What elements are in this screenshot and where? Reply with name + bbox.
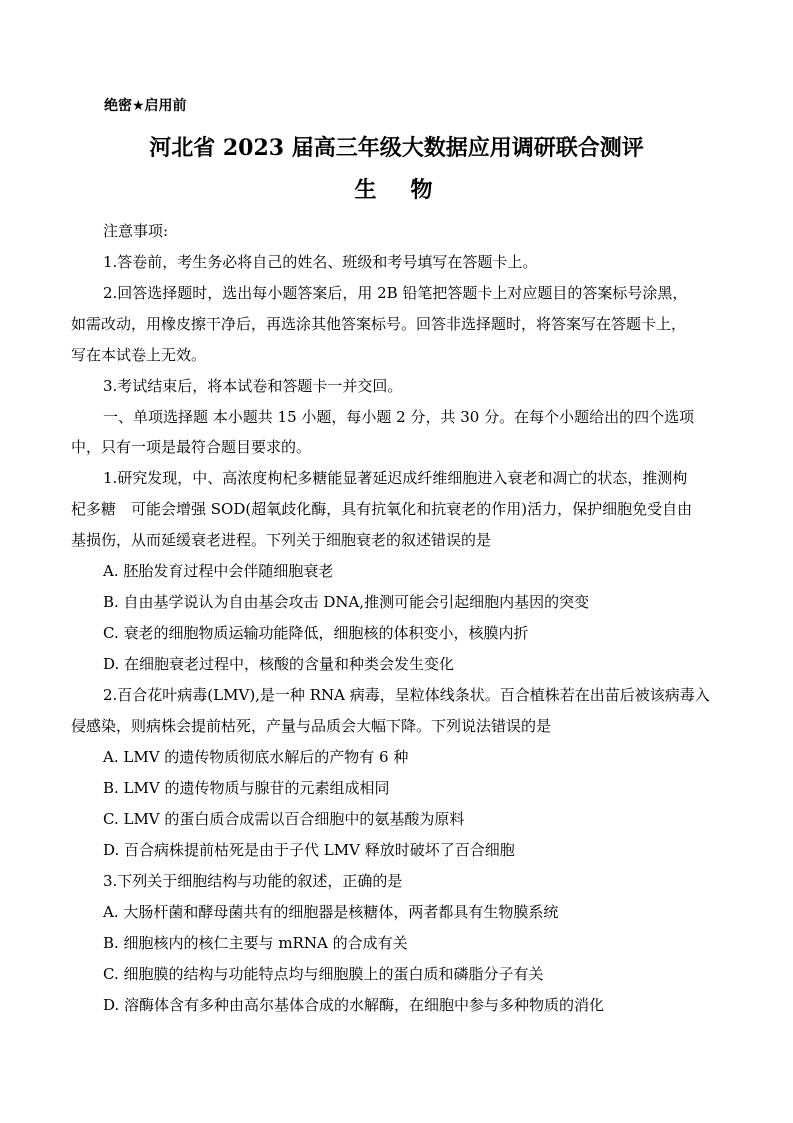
subject-title: 生 物 xyxy=(354,177,439,203)
question-2-line-1: 2.百合花叶病毒(LMV),是一种 RNA 病毒，呈粒体线条状。百合植株若在出苗后被该病毒入 xyxy=(103,686,710,704)
question-1-option-b: B. 自由基学说认为自由基会攻击 DNA,推测可能会引起细胞内基因的突变 xyxy=(103,593,590,611)
section-1-line-1: 一、单项选择题 本小题共 15 小题，每小题 2 分，共 30 分。在每个小题给出的四个选项 xyxy=(103,408,695,426)
question-1-option-c: C. 衰老的细胞物质运输功能降低，细胞核的体积变小，核膜内折 xyxy=(103,624,529,642)
question-2-option-d: D. 百合病株提前枯死是由于子代 LMV 释放时破坏了百合细胞 xyxy=(103,841,515,859)
question-1-line-3: 基损伤，从而延缓衰老进程。下列关于细胞衰老的叙述错误的是 xyxy=(71,531,492,549)
secret-label: 绝密★启用前 xyxy=(104,98,187,114)
section-1-line-2: 中，只有一项是最符合题目要求的。 xyxy=(71,438,312,456)
note-2-line-3: 写在本试卷上无效。 xyxy=(71,346,207,364)
question-3-option-c: C. 细胞膜的结构与功能特点均与细胞膜上的蛋白质和磷脂分子有关 xyxy=(103,965,544,983)
question-2-option-a: A. LMV 的遗传物质彻底水解后的产物有 6 种 xyxy=(103,748,409,766)
question-1-option-d: D. 在细胞衰老过程中，核酸的含量和种类会发生变化 xyxy=(103,655,455,673)
notes-heading: 注意事项: xyxy=(103,222,169,240)
note-2-line-1: 2.回答选择题时，选出每小题答案后，用 2B 铅笔把答题卡上对应题目的答案标号涂黑， xyxy=(103,284,688,302)
question-2-option-c: C. LMV 的蛋白质合成需以百合细胞中的氨基酸为原料 xyxy=(103,810,465,828)
question-3-line-1: 3.下列关于细胞结构与功能的叙述，正确的是 xyxy=(103,872,403,890)
question-2-line-2: 侵感染，则病株会提前枯死，产量与品质会大幅下降。下列说法错误的是 xyxy=(71,717,552,735)
question-1-line-2: 杞多糖 可能会增强 SOD(超氧歧化酶，具有抗氧化和抗衰老的作用)活力，保护细胞免受自由 xyxy=(71,500,693,518)
note-2-line-2: 如需改动，用橡皮擦干净后，再选涂其他答案标号。回答非选择题时，将答案写在答题卡上， xyxy=(71,315,687,333)
question-3-option-d: D. 溶酶体含有多种由高尔基体合成的水解酶，在细胞中参与多种物质的消化 xyxy=(103,996,605,1014)
question-3-option-a: A. 大肠杆菌和酵母菌共有的细胞器是核糖体，两者都具有生物膜系统 xyxy=(103,903,559,921)
question-3-option-b: B. 细胞核内的核仁主要与 mRNA 的合成有关 xyxy=(103,934,408,952)
note-3: 3.考试结束后，将本试卷和答题卡一并交回。 xyxy=(103,377,403,395)
page-title: 河北省 2023 届高三年级大数据应用调研联合测评 xyxy=(149,135,644,161)
question-1-option-a: A. 胚胎发育过程中会伴随细胞衰老 xyxy=(103,562,334,580)
question-1-line-1: 1.研究发现，中、高浓度枸杞多糖能显著延迟成纤维细胞进入衰老和凋亡的状态，推测枸 xyxy=(103,469,688,487)
question-2-option-b: B. LMV 的遗传物质与腺苷的元素组成相同 xyxy=(103,779,390,797)
note-1: 1.答卷前，考生务必将自己的姓名、班级和考号填写在答题卡上。 xyxy=(103,253,538,271)
